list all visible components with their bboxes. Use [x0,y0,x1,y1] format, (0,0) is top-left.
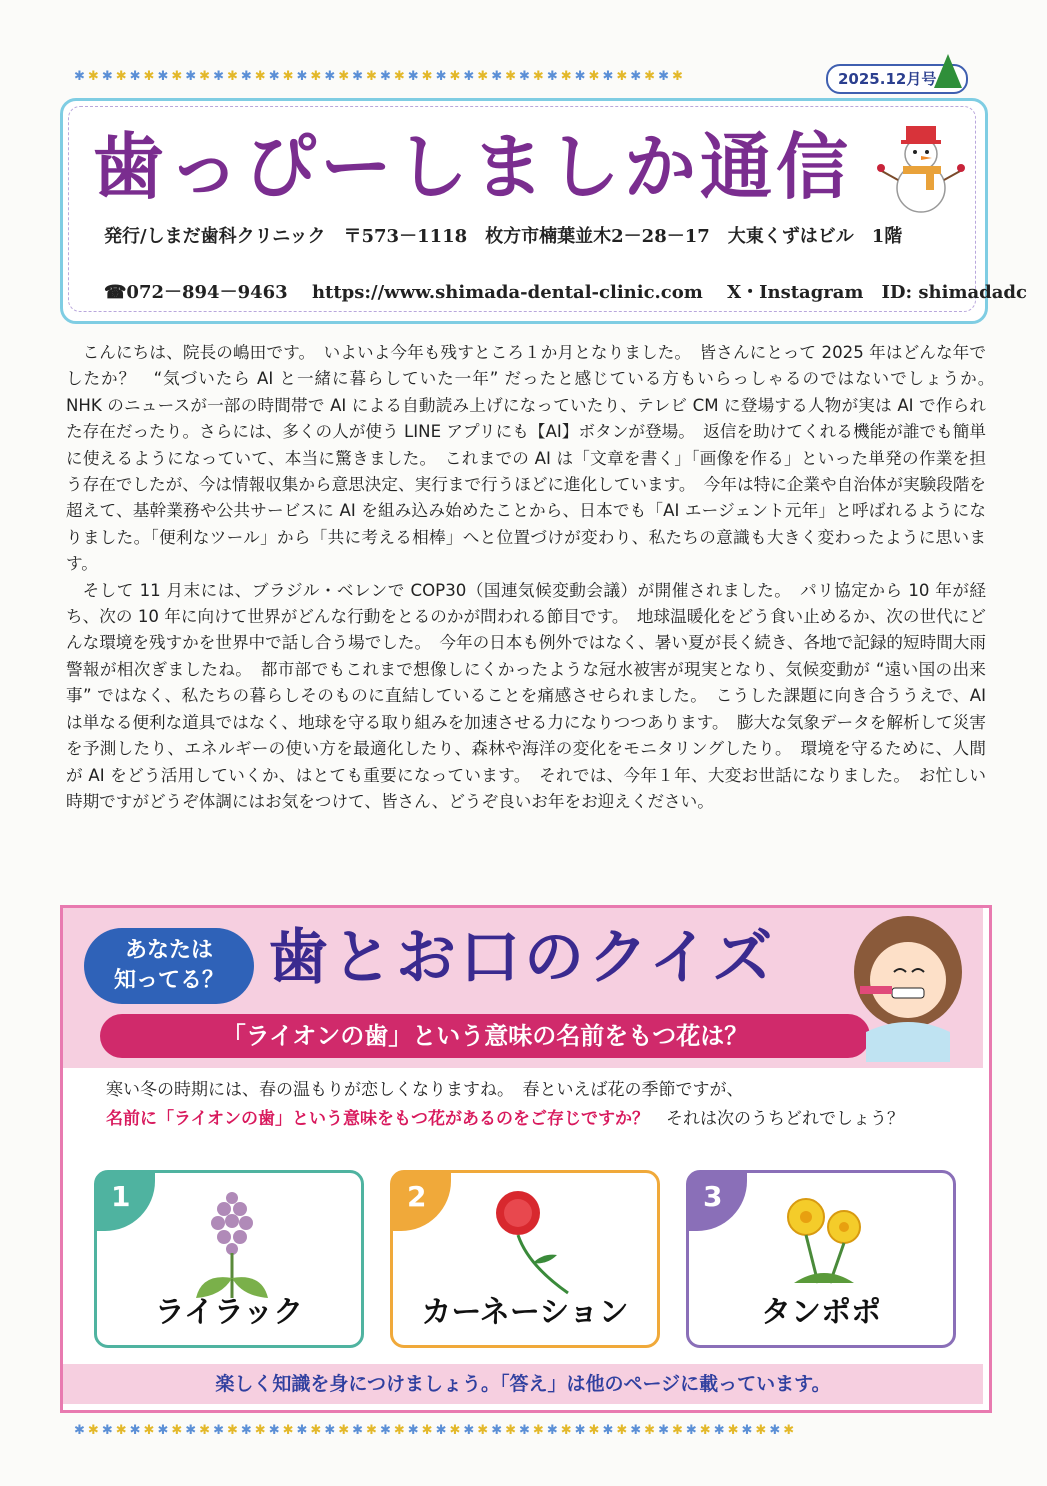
christmas-tree-icon [934,54,962,88]
choice-1[interactable] [94,1170,364,1348]
quiz-intro [106,1076,966,1134]
quiz-question: 「ライオンの歯」という意味の名前をもつ花は？ [100,1014,870,1058]
choice-label: ライラック [154,1295,304,1330]
badge-line-1: あなたは [124,938,213,963]
choice-label: カーネーション [421,1295,629,1330]
choice-3[interactable] [686,1170,956,1348]
phone-number[interactable]: ☎072－894－9463 [104,282,288,303]
snowman-icon [866,118,976,218]
lilac-icon [182,1183,282,1303]
dandelion-icon [774,1183,874,1303]
sns-id: X・Instagram ID: shimadadc [727,282,1027,303]
carnation-icon [478,1183,578,1303]
choice-number: 3 [687,1171,747,1231]
issue-date-badge: 2025.12月号 [826,64,968,94]
choice-number: 2 [391,1171,451,1231]
girl-brushing-teeth-icon [846,912,970,1062]
quiz-badge [84,928,254,1004]
contact-line [104,278,1045,304]
choice-number: 1 [95,1171,155,1231]
quiz-title: 歯とお口のクイズ [268,923,777,993]
website-link[interactable]: https://www.shimada-dental-clinic.com [311,282,703,303]
newsletter-title: 歯っぴーしましか通信 [92,125,853,209]
paragraph-2: そして 11 月末には、ブラジル・ベレンで COP30（国連気候変動会議）が開催されました。 パリ協定から 10 年が経ち、次の 10 年に向けて世界がどんな行動をとるのかが問われる節目です。 地球温暖化をどう食い止めるか、次の世代にどんな環境を残すかを世界中で話し合う場でした。 今年の日本も例外ではなく、暑い夏が長く続き、各地で記録的短時間大雨警報が相次ぎましたね。 都市部でもこれまで想像しにくかったような冠水被害が現実となり、気候変動が “遠い国の出来事” ではなく、私たちの暮らしそのものに直結していることを痛感させられました。 こうした課題に向き合ううえで、AI は単なる便利な道具ではなく、地球を守る取り組みを加速させる力になりつつあります。 膨大な気象データを解析して災害を予測したり、エネルギーの使い方を最適化したり、森林や海洋の変化をモニタリングしたり。 環境を守るために、人間が AI をどう活用していくか、はとても重要になっています。 それでは、今年１年、大変お世話になりました。 お忙しい時期ですがどうぞ体調にはお気をつけて、皆さん、どうぞ良いお年をお迎えください。 [66,580,986,811]
intro-text-2: それは次のうちどれでしょう？ [648,1109,904,1129]
choice-label: タンポポ [761,1295,881,1330]
greeting-body [66,340,1003,815]
publisher-line: 発行/しまだ歯科クリニック 〒573－1118 枚方市楠葉並木2－28－17 大東くずはビル 1階 [104,226,903,247]
intro-text-1: 寒い冬の時期には、春の温もりが恋しくなりますね。 春といえば花の季節ですが、 [106,1080,744,1100]
top-snowflake-border: ✱✱✱✱✱✱✱✱✱✱✱✱✱✱✱✱✱✱✱✱✱✱✱✱✱✱✱✱✱✱✱✱✱✱✱✱✱✱✱✱✱✱✱✱ [74,70,686,84]
badge-line-2: 知ってる？ [113,968,224,993]
bottom-snowflake-border: ✱✱✱✱✱✱✱✱✱✱✱✱✱✱✱✱✱✱✱✱✱✱✱✱✱✱✱✱✱✱✱✱✱✱✱✱✱✱✱✱✱✱✱✱✱✱✱✱✱✱✱✱ [74,1424,798,1438]
intro-highlight: 名前に「ライオンの歯」という意味をもつ花があるのをご存じですか？ [106,1109,649,1129]
choice-2[interactable] [390,1170,660,1348]
paragraph-1: こんにちは、院長の嶋田です。 いよいよ今年も残すところ１か月となりました。 皆さんにとって 2025 年はどんな年でしたか？ “気づいたら AI と一緒に暮らしていた一年” だったと感じている方もいらっしゃるのではないでしょうか。 NHK のニュースが一部の時間帯で AI による自動読み上げになっていたり、テレビ CM に登場する人物が実は AI で作られた存在だったり。さらには、多くの人が使う LINE アプリにも【AI】ボタンが登場。 返信を助けてくれる機能が誰でも簡単に使えるようになっていて、本当に驚きました。 これまでの AI は「文章を書く」「画像を作る」といった単発の作業を担う存在でしたが、今は情報収集から意思決定、実行まで行うほどに進化しています。 今年は特に企業や自治体が実験段階を超えて、基幹業務や公共サービスに AI を組み込み始めたことから、日本でも「AI エージェント元年」と呼ばれるようになりました。「便利なツール」から「共に考える相棒」へと位置づけが変わり、私たちの意識も大きく変わったように思います。 [66,343,1003,574]
quiz-footer: 楽しく知識を身につけましょう。「答え」は他のページに載っています。 [63,1364,983,1404]
